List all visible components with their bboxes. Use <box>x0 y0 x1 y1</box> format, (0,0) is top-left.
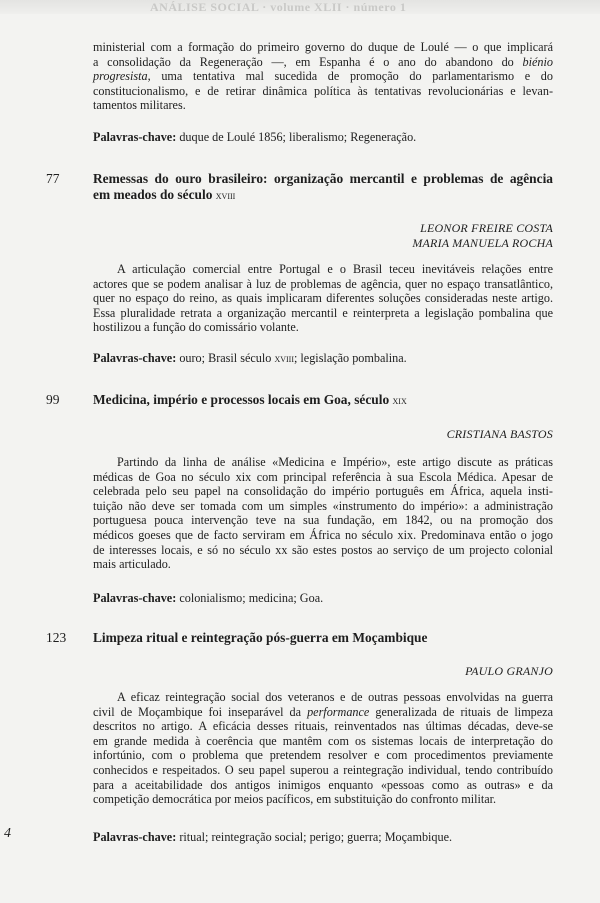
abstract-line: quer no espaço do reino, as quais implicaram diferentes soluções consideradas neste artigo. <box>93 291 553 306</box>
keywords-text: duque de Loulé 1856; liberalismo; Regeneração. <box>179 130 417 144</box>
intro-line: ministerial com a formação do primeiro governo do duque de Loulé — o que implicará <box>93 40 553 54</box>
abstract-line: médicas de Goa no século xix com principal referência à sua Escola Médica. Apesar de <box>93 469 553 484</box>
header-bleed <box>0 0 600 14</box>
article-abstract <box>93 455 553 572</box>
article-abstract <box>93 262 553 335</box>
article-author: PAULO GRANJO <box>465 664 553 678</box>
article-page-number: 123 <box>46 630 67 645</box>
abstract-line: civil de Moçambique foi inseparável da performance generalizada de rituais de limpeza <box>93 704 553 719</box>
abstract-italic-term: performance <box>307 704 370 719</box>
keywords-label: Palavras-chave: <box>93 591 177 605</box>
intro-italic-term2: progresista, <box>93 69 151 84</box>
abstract-line: descritos no artigo. A eficácia desses rituais, reinventados nas últimas décadas, deve-se <box>93 719 553 734</box>
article-title: Limpeza ritual e reintegração pós-guerra em Moçambique <box>93 630 428 645</box>
keywords-label: Palavras-chave: <box>93 830 177 844</box>
article-abstract <box>93 690 553 807</box>
abstract-line: portuguesa pouca intervenção teve na sua fundação, em 1842, ou na promoção dos <box>93 513 553 528</box>
abstract-line: para a aceitabilidade dos antigos inimigos enquanto «pessoas como as outras» e da <box>93 777 553 792</box>
abstract-line: infortúnio, com o problema que pretendem resolver e com procedimentos previamente <box>93 748 553 763</box>
intro-line: tamentos militares. <box>93 98 186 113</box>
header-bleed-text: ANÁLISE SOCIAL · volume XLII · número 1 <box>150 0 407 14</box>
keywords-label: Palavras-chave: <box>93 351 177 365</box>
keywords-label: Palavras-chave: <box>93 130 177 144</box>
intro-line: a consolidação da Regeneração —, em Espanha é o ano do abandono do biénio <box>93 54 554 69</box>
abstract-line: actores que se podem analisar à luz de problemas de agência, quer no espaço transatlântico, <box>93 276 553 291</box>
abstract-line: conhecidos e respeitados. O seu papel superou a reintegração individual, tendo contribuído <box>93 762 553 777</box>
article-page-number: 77 <box>46 171 60 186</box>
article-keywords: Palavras-chave: colonialismo; medicina; Goa. <box>93 591 324 605</box>
article-author: LEONOR FREIRE COSTA <box>420 221 553 235</box>
abstract-line: de interesses locais, e só no século xx são estes postos ao serviço de um projecto colonial <box>93 542 553 557</box>
abstract-line: em grande medida à coerência que mantêm com os sistemas locais de interpretação do <box>93 733 553 748</box>
abstract-line: celebrada pelo seu papel na consolidação do império português em África, aquela insti- <box>93 484 553 499</box>
century-numeral: xix <box>392 393 407 407</box>
article-author: MARIA MANUELA ROCHA <box>412 236 553 250</box>
abstract-line: A eficaz reintegração social dos veteranos e de outras pessoas envolvidas na guerra <box>117 690 553 704</box>
intro-paragraph <box>93 40 553 113</box>
abstract-line: competição democrática por meios pacíficos, em substituição do confronto militar. <box>93 792 497 807</box>
intro-keywords <box>93 130 553 145</box>
article-title: Medicina, império e processos locais em Goa, século xix <box>93 392 407 407</box>
intro-line: progresista, uma tentativa mal sucedida de promoção do parlamentarismo e do <box>93 69 553 84</box>
page-number: 4 <box>4 826 11 841</box>
abstract-line: Partindo da linha de análise «Medicina e Império», este artigo discute as práticas <box>117 455 553 469</box>
abstract-line: hostilizou a função do comissário volante. <box>93 320 299 335</box>
article-title: Remessas do ouro brasileiro: organização mercantil e problemas de agência em meados do século xviii <box>93 171 553 202</box>
abstract-line: tuição não deve ser tomada com um simples «instrumento do império»: a administração <box>93 498 553 513</box>
century-numeral: xviii <box>215 188 236 202</box>
abstract-line: médicos goeses que de facto serviram em África no século xix. Predominava então o jogo <box>93 527 553 542</box>
article-keywords: Palavras-chave: ouro; Brasil século xviii; legislação pombalina. <box>93 351 407 365</box>
intro-italic-term: biénio <box>522 54 554 69</box>
article-author: CRISTIANA BASTOS <box>446 427 553 441</box>
intro-line: constitucionalismo, e de retirar dinâmica política às tentativas revolucionárias e levan- <box>93 83 553 98</box>
article-page-number: 99 <box>46 392 60 407</box>
abstract-line: Essa pluralidade retrata a organização mercantil e reinterpreta a legislação pombalina que <box>93 305 553 320</box>
abstract-line: mais articulado. <box>93 557 171 572</box>
abstract-line: A articulação comercial entre Portugal e o Brasil teceu inevitáveis relações entre <box>117 262 553 276</box>
article-keywords: Palavras-chave: ritual; reintegração social; perigo; guerra; Moçambique. <box>93 830 453 844</box>
